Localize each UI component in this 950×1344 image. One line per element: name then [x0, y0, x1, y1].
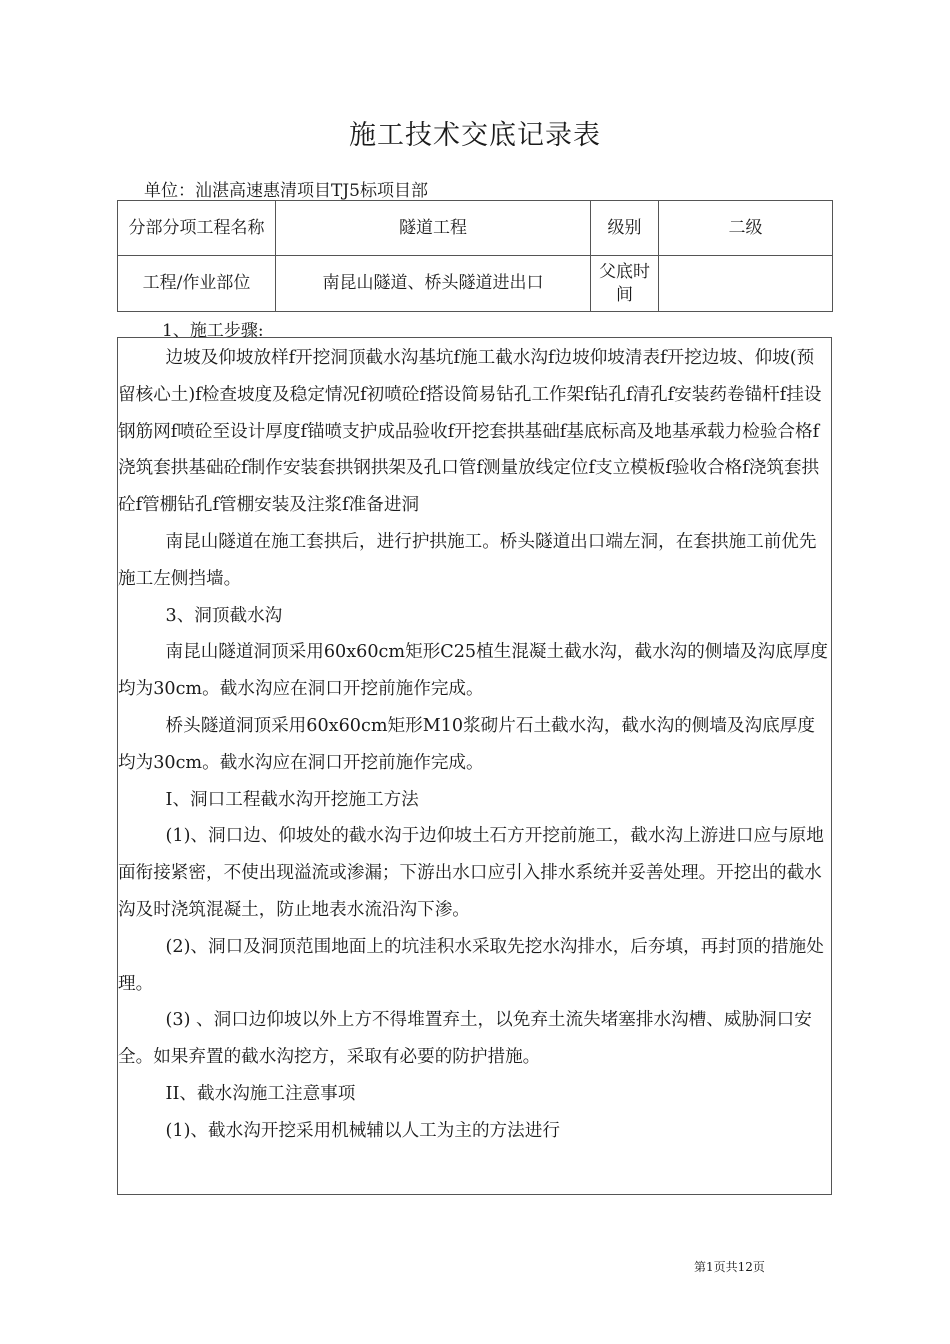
project-value: 隧道工程	[276, 201, 591, 256]
project-label: 分部分项工程名称	[118, 201, 276, 256]
date-label: 父底时间	[591, 256, 659, 312]
paragraph: (1)、截水沟开挖采用机械辅以人工为主的方法进行	[165, 1120, 560, 1141]
location-value: 南昆山隧道、桥头隧道进出口	[276, 256, 591, 312]
paragraph: 南昆山隧道在施工套拱后，进行护拱施工。桥头隧道出口端左洞，在套拱施工前优先施工左侧挡墙。	[118, 531, 817, 589]
date-value	[659, 256, 833, 312]
content-box	[117, 337, 832, 1195]
paragraph: II、截水沟施工注意事项	[165, 1083, 356, 1104]
paragraph: 桥头隧道洞顶采用60x60cm矩形M10浆砌片石土截水沟，截水沟的侧墙及沟底厚度均为30cm。截水沟应在洞口开挖前施作完成。	[118, 715, 815, 773]
page-title: 施工技术交底记录表	[349, 120, 601, 151]
location-label: 工程/作业部位	[118, 256, 276, 312]
level-value: 二级	[659, 201, 833, 256]
unit-line: 单位：汕湛高速惠清项目TJ5标项目部	[144, 181, 428, 201]
paragraph: (3) 、洞口边仰坡以外上方不得堆置弃土，以免弃土流失堵塞排水沟槽、威胁洞口安全。如果弃置的截水沟挖方，采取有必要的防护措施。	[118, 1010, 812, 1068]
paragraph: (2)、洞口及洞顶范围地面上的坑洼积水采取先挖水沟排水，后夯填，再封顶的措施处理。	[118, 936, 824, 994]
paragraph: 边坡及仰坡放样f开挖洞顶截水沟基坑f施工截水沟f边坡仰坡清表f开挖边坡、仰坡(预留核心土)f检查坡度及稳定情况f初喷砼f搭设简易钻孔工作架f钻孔f清孔f安装药卷锚杆f挂设钢筋网f喷砼至设计厚度f锚喷支护成品验收f开挖套拱基础f基底标高及地基承载力检验合格f浇筑套拱基础砼f制作安装套拱钢拱架及孔口管f测量放线定位f支立模板f验收合格f浇筑套拱砼f管棚钻孔f管棚安装及注浆f准备进洞	[118, 348, 822, 516]
header-table	[117, 200, 833, 312]
paragraph: I、洞口工程截水沟开挖施工方法	[165, 789, 419, 810]
page-footer: 第1页共12页	[694, 1260, 765, 1274]
paragraph: (1)、洞口边、仰坡处的截水沟于边仰坡土石方开挖前施工，截水沟上游进口应与原地面衔接紧密，不使出现溢流或渗漏；下游出水口应引入排水系统并妥善处理。开挖出的截水沟及时浇筑混凝土，防止地表水流沿沟下渗。	[118, 826, 824, 920]
paragraph: 3、洞顶截水沟	[165, 605, 283, 626]
steps-label: 1、施工步骤:	[162, 321, 264, 341]
paragraph: 南昆山隧道洞顶采用60x60cm矩形C25植生混凝土截水沟，截水沟的侧墙及沟底厚度均为30cm。截水沟应在洞口开挖前施作完成。	[118, 642, 829, 700]
level-label: 级别	[591, 201, 659, 256]
